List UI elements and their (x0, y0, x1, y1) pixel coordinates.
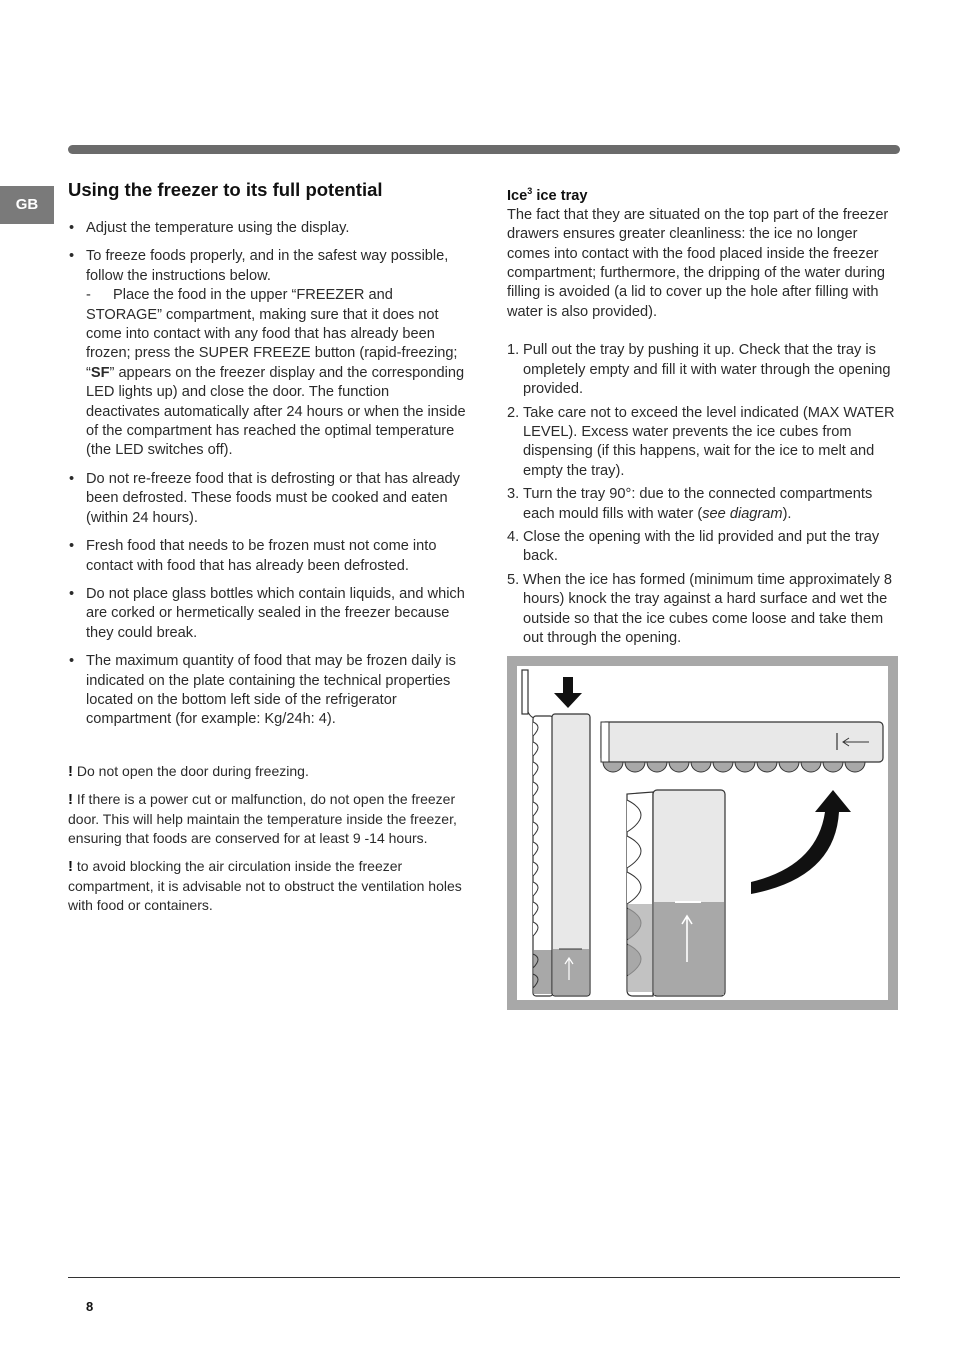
sub-instruction: - Place the food in the upper “FREEZER and STORAGE” compartment, making sure that it does not come into contact with any food that has already been frozen; press the SUPER FREEZE button (rapid-freezing; “SF” appears on the freezer display and the corresponding LED lights up) and close the door. The function deactivates automatically after 24 hours or when the inside of the compartment has reached the optimal temperature (the LED switches off). (86, 287, 466, 459)
warning-note: ! If there is a power cut or malfunction, do not open the freezer door. This will help maintain the temperature inside the freezer, ensuring that foods are conserved for at least 9 -14 hours. (68, 791, 457, 846)
step-item: 4. Close the opening with the lid provided and put the tray back. (507, 528, 880, 565)
warning-icon: ! (68, 762, 73, 780)
warning-icon: ! (68, 858, 73, 876)
warning-icon: ! (68, 791, 73, 809)
step-item: 2. Take care not to exceed the level indicated (MAX WATER LEVEL). Excess water prevents the ice cubes from dispensing (if this happens, wait for the ice to melt and empty the tray). (507, 404, 895, 479)
step-item: 5. When the ice has formed (minimum time approximately 8 hours) knock the tray against a hard surface and wet the outside so that the ice cubes come loose and take them out through the opening. (507, 571, 893, 646)
warning-notes (68, 762, 466, 916)
list-item: • Adjust the temperature using the display. (68, 219, 466, 238)
middle-tray (627, 790, 725, 996)
sf-label: SF (90, 364, 110, 381)
step-item: 3. Turn the tray 90°: due to the connected compartments each mould fills with water (see diagram). (507, 486, 873, 522)
bottom-rule (68, 1277, 900, 1278)
section-title: Using the freezer to its full potential (68, 179, 383, 200)
instruction-list (68, 219, 466, 730)
ice-tray-steps (507, 341, 903, 648)
rotate-arrow-icon (751, 790, 851, 894)
warning-note: ! Do not open the door during freezing. (68, 762, 309, 780)
page-number: 8 (86, 1299, 94, 1314)
list-item: • Do not re-freeze food that is defrosting or that has already been defrosted. These foods must be cooked and eaten (within 24 hours). (68, 470, 466, 528)
warning-note: ! to avoid blocking the air circulation inside the freezer compartment, it is advisable not to obstruct the ventilation holes with food or containers. (68, 858, 462, 914)
horizontal-tray (601, 722, 883, 762)
ice-tray-intro: The fact that they are situated on the top part of the freezer drawers ensures greater cleanliness: the ice no longer comes into contact with the food placed inside the freezer compartment; furthermore, the dripping of the water during filling is avoided (a lid to cover up the hole after filling with water is also provided). (507, 206, 889, 320)
left-column (68, 178, 466, 925)
ice-tray-diagram (507, 656, 898, 1010)
list-item: • Do not place glass bottles which contain liquids, and which are corked or hermetically sealed in the freezer because they could break. (68, 585, 466, 643)
list-item: • To freeze foods properly, and in the safest way possible, follow the instructions below. - Place the food in the upper “FREEZER and STORAGE” compartment, making sure that it does not come into contact with any food that has already been frozen; press the SUPER FREEZE button (rapid-freezing; “SF” appears on the freezer display and the corresponding LED lights up) and close the door. The function deactivates automatically after 24 hours or when the inside of the compartment has reached the optimal temperature (the LED switches off). (68, 247, 466, 460)
top-rule (68, 145, 900, 154)
lid-icon (522, 670, 528, 714)
list-item: • The maximum quantity of food that may be frozen daily is indicated on the plate containing the technical properties located on the bottom left side of the refrigerator compartment (for example: Kg/24h: 4). (68, 652, 466, 730)
right-column (507, 182, 903, 652)
ice-tray-heading: Ice$^3$ ice tray (507, 186, 588, 204)
language-tab: GB (0, 186, 54, 224)
push-down-arrow-icon (554, 677, 582, 708)
list-item: • Fresh food that needs to be frozen must not come into contact with food that has already been defrosted. (68, 537, 466, 576)
step-item: 1. Pull out the tray by pushing it up. Check that the tray is ompletely empty and fill it with water through the opening provided. (507, 342, 891, 398)
ice-tray-illustration (517, 666, 888, 1000)
